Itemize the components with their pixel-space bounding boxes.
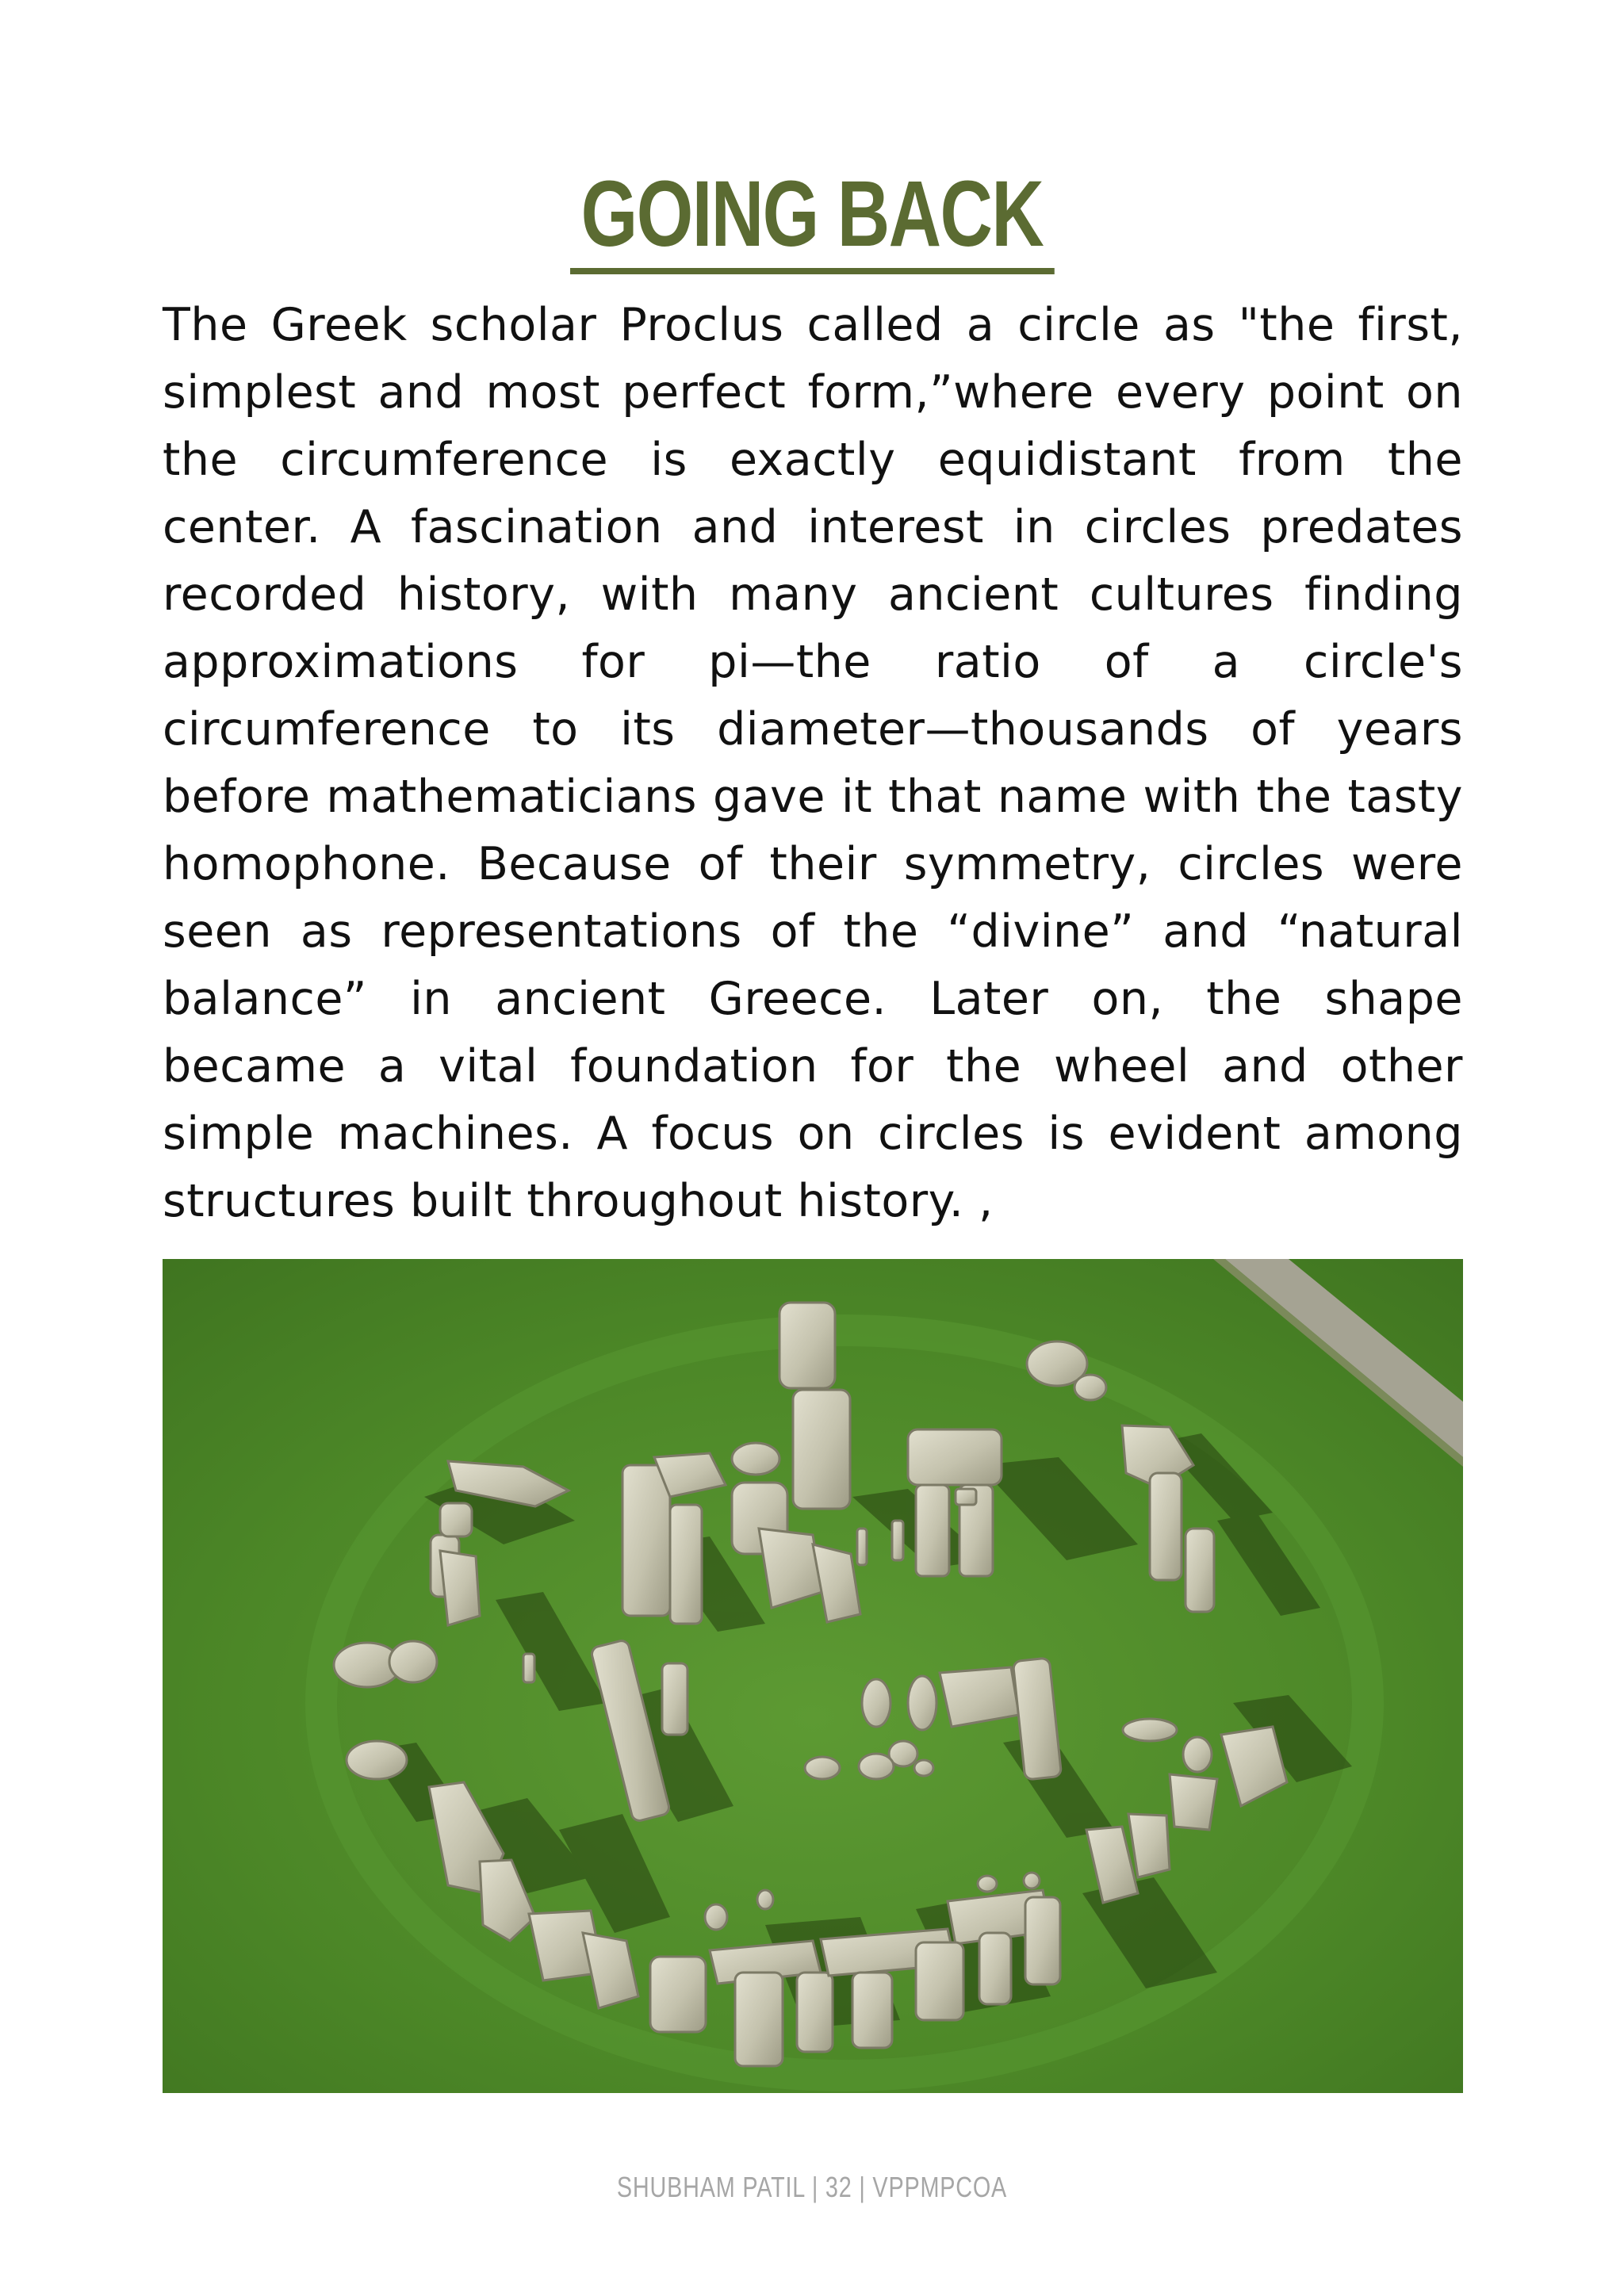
page-title-text: GOING BACK — [570, 162, 1055, 274]
page-footer: SHUBHAM PATIL | 32 | VPPMPCOA — [616, 2171, 1008, 2203]
page-title — [178, 159, 1445, 270]
stonehenge-aerial-photo — [163, 1259, 1463, 2093]
body-paragraph: The Greek scholar Proclus called a circle as "the first, simplest and most perfect form,”where every point on the circumference is exactly equidistant from the center. A fascination and interest in circles predates recorded history, with many ancient cultures finding approximations for pi—the ratio of a circle's circumference to its diameter—thousands of years before mathematicians gave it that name with the tasty homophone. Because of their symmetry, circles were seen as representations of the “divine” and “natural balance” in ancient Greece. Later on, the shape became a vital foundation for the wheel and other simple machines. A focus on circles is evident among structures built throughout history. , — [163, 299, 1463, 1227]
